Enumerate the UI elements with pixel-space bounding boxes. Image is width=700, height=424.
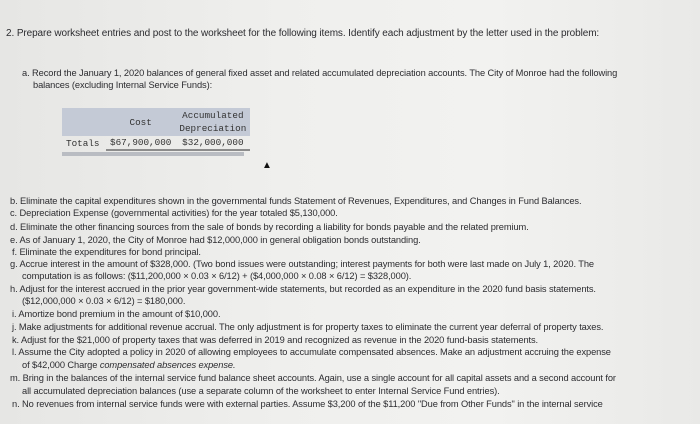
item-e: e. As of January 1, 2020, the City of Monroe had $12,000,000 in general obligation bonds outstanding. <box>10 235 421 245</box>
item-h-line2: ($12,000,000 × 0.03 × 6/12) = $180,000. <box>22 296 186 306</box>
item-g-line1: g. Accrue interest in the amount of $328,000. (Two bond issues were outstanding; interest payments for both were last made on July 1, 2020. The <box>10 259 594 269</box>
header-accum-line1: Accumulated <box>182 110 244 121</box>
row-label-totals: Totals <box>66 137 100 149</box>
header-accum-line2: Depreciation <box>179 123 247 134</box>
item-m-line2: all accumulated depreciation balances (use a separate column of the worksheet to enter Internal Service Fund entries). <box>22 386 500 396</box>
item-n: n. No revenues from internal service funds were with external parties. Assume $3,200 of the $11,200 "Due from Other Funds" in the internal service <box>12 399 603 409</box>
item-h-line1: h. Adjust for the interest accrued in the prior year government-wide statements, but recorded as an expenditure in the 2020 fund basis statements. <box>10 284 596 294</box>
item-k: k. Adjust for the $21,000 of property taxes that was deferred in 2019 and recognized as revenue in the 2020 fund-basis statements. <box>12 335 539 345</box>
item-i: i. Amortize bond premium in the amount of $10,000. <box>12 309 221 319</box>
totals-accumulated-depreciation: $32,000,000 <box>175 136 250 150</box>
item-g-line2: computation is as follows: ($11,200,000 × 0.03 × 6/12) + ($4,000,000 × 0.08 × 6/12) = $328,000). <box>22 271 412 281</box>
item-l-line2-text: of $42,000 Charge <box>22 360 100 370</box>
item-l-line2 <box>22 360 235 370</box>
table-bottom-bar <box>62 152 244 156</box>
item-m-line1: m. Bring in the balances of the internal service fund balance sheet accounts. Again, use a single account for all capital assets and a second account for <box>10 373 616 383</box>
item-f: f. Eliminate the expenditures for bond principal. <box>12 247 201 257</box>
totals-cost: $67,900,000 <box>106 136 175 150</box>
header-accumulated-depreciation <box>175 108 250 136</box>
mouse-cursor-icon: ▲ <box>262 160 272 171</box>
problem-title: 2. Prepare worksheet entries and post to the worksheet for the following items. Identify each adjustment by the letter used in the problem: <box>6 28 600 39</box>
item-l-line2-italic: compensated absences expense. <box>99 360 236 370</box>
item-j: j. Make adjustments for additional revenue accrual. The only adjustment is for property taxes to eliminate the current year deferral of property taxes. <box>12 322 604 332</box>
item-a-line2: balances (excluding Internal Service Funds): <box>33 80 213 90</box>
item-d: d. Eliminate the other financing sources from the sale of bonds by recording a liability for bonds payable and the related premium. <box>10 222 529 232</box>
item-l-line1: l. Assume the City adopted a policy in 2020 of allowing employees to accumulate compensated absences. Make an adjustment accruing the expense <box>12 347 611 357</box>
item-a-line1: a. Record the January 1, 2020 balances of general fixed asset and related accumulated depreciation accounts. The City of Monroe had the following <box>22 68 618 78</box>
item-b: b. Eliminate the capital expenditures shown in the governmental funds Statement of Revenues, Expenditures, and Changes in Fund Balances. <box>10 196 582 206</box>
header-empty <box>62 108 106 136</box>
balances-table <box>62 108 250 151</box>
item-c: c. Depreciation Expense (governmental activities) for the year totaled $5,130,000. <box>10 208 338 218</box>
header-cost: Cost <box>106 108 175 136</box>
